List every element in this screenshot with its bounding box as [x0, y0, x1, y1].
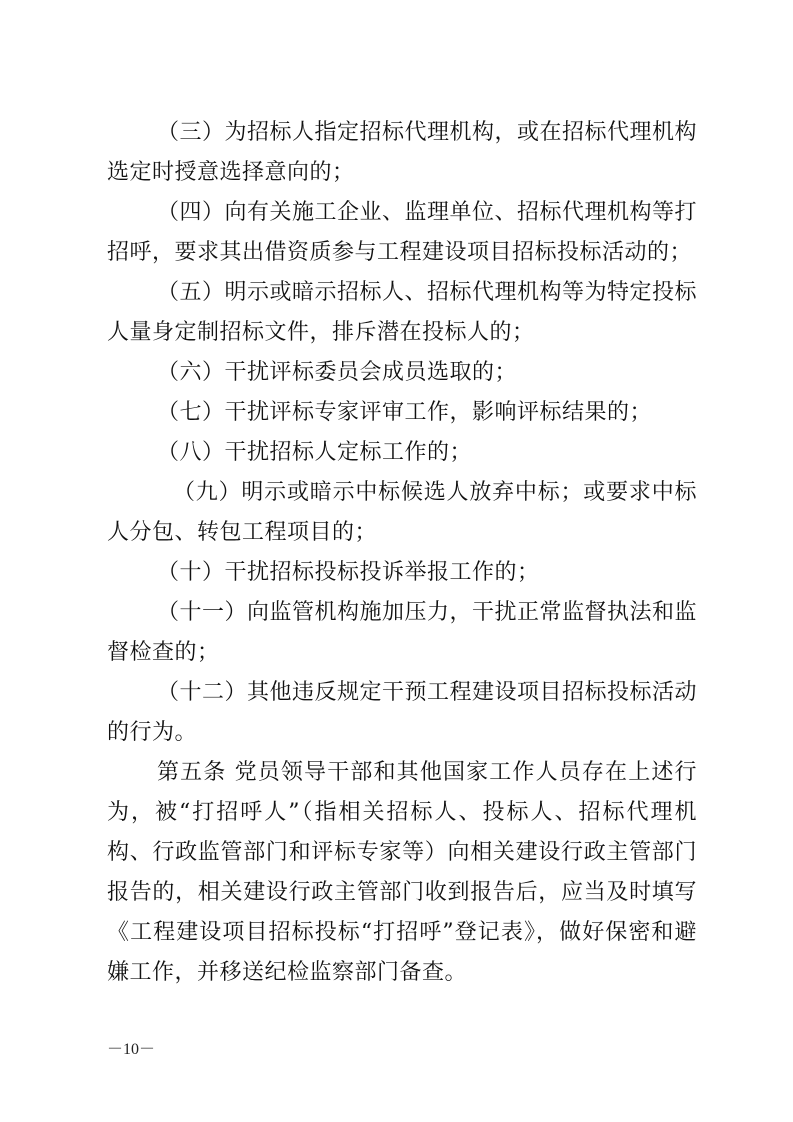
- paragraph-item-3: （三）为招标人指定招标代理机构，或在招标代理机构选定时授意选择意向的；: [107, 120, 698, 185]
- paragraph-item-8: （八）干扰招标人定标工作的；: [157, 440, 473, 465]
- document-body: [107, 113, 697, 993]
- paragraph-item-11: （十一）向监管机构施加压力，干扰正常监督执法和监督检查的；: [107, 600, 698, 665]
- paragraph-item-10: （十）干扰招标投标投诉举报工作的；: [157, 560, 540, 585]
- paragraph-item-4: （四）向有关施工企业、监理单位、招标代理机构等打招呼，要求其出借资质参与工程建设项目招标投标活动的；: [107, 200, 698, 265]
- page-number: －10－: [107, 1041, 156, 1058]
- paragraph-item-5: （五）明示或暗示招标人、招标代理机构等为特定投标人量身定制招标文件，排斥潜在投标人的；: [107, 280, 698, 345]
- article-5-paragraph: 第五条 党员领导干部和其他国家工作人员存在上述行为，被“打招呼人”（指相关招标人、投标人、招标代理机构、行政监管部门和评标专家等）向相关建设行政主管部门报告的，相关建设行政主管部门收到报告后，应当及时填写《工程建设项目招标投标“打招呼”登记表》，做好保密和避嫌工作，并移送纪检监察部门备查。: [107, 760, 697, 985]
- paragraph-item-12: （十二）其他违反规定干预工程建设项目招标投标活动的行为。: [107, 680, 698, 745]
- paragraph-item-7: （七）干扰评标专家评审工作，影响评标结果的；: [157, 400, 653, 425]
- paragraph-item-9: （九）明示或暗示中标候选人放弃中标；或要求中标人分包、转包工程项目的；: [107, 480, 697, 545]
- paragraph-item-6: （六）干扰评标委员会成员选取的；: [157, 360, 518, 385]
